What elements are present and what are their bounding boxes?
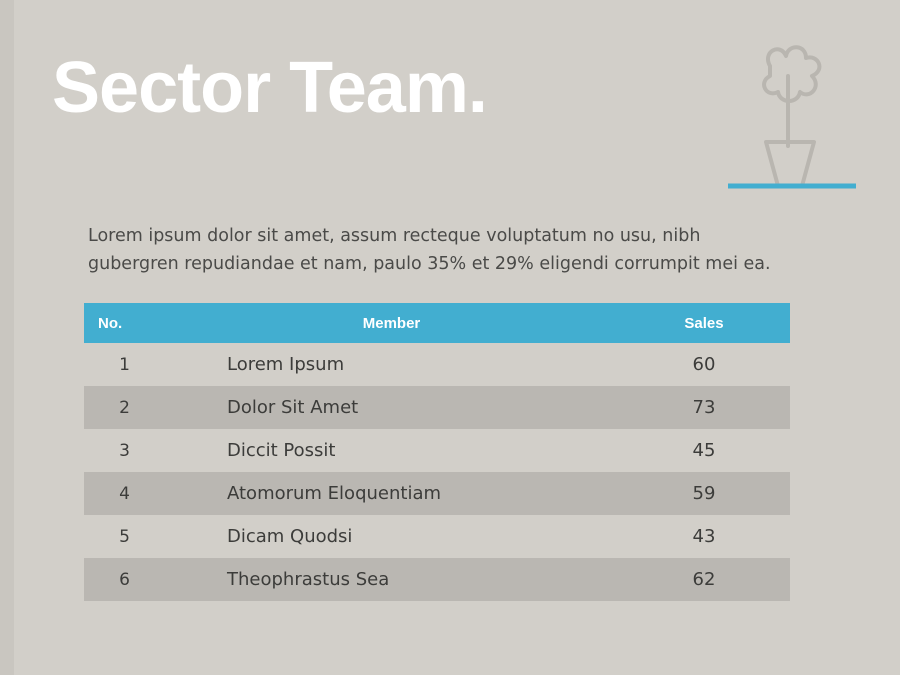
- cell-sales: 62: [692, 569, 716, 590]
- table-row: [84, 429, 790, 472]
- header-no: No.: [98, 314, 123, 332]
- table-row: [84, 515, 790, 558]
- cell-member: Dicam Quodsi: [227, 526, 353, 547]
- header-member: Member: [362, 314, 421, 332]
- cell-no: 5: [119, 526, 130, 547]
- cell-no: 4: [119, 483, 130, 504]
- cell-no: 1: [119, 354, 130, 375]
- cell-no: 3: [119, 440, 130, 461]
- cell-member: Dolor Sit Amet: [227, 397, 359, 418]
- cell-no: 6: [119, 569, 130, 590]
- table-header-row: [84, 303, 790, 343]
- table-row: [84, 472, 790, 515]
- cell-sales: 45: [692, 440, 716, 461]
- cell-member: Diccit Possit: [227, 440, 336, 461]
- potted-plant-logo-icon: [718, 34, 858, 194]
- page-title: Sector Team.: [52, 48, 487, 128]
- table-row: [84, 386, 790, 429]
- cell-member: Lorem Ipsum: [227, 354, 345, 375]
- cell-sales: 59: [692, 483, 716, 504]
- cell-sales: 73: [692, 397, 716, 418]
- cell-member: Theophrastus Sea: [227, 569, 390, 590]
- cell-member: Atomorum Eloquentiam: [227, 483, 442, 504]
- cell-sales: 60: [692, 354, 716, 375]
- lead-paragraph: Lorem ipsum dolor sit amet, assum recteque voluptatum no usu, nibh gubergren repudiandae et nam, paulo 35% et 29% eligendi corrumpit mei ea.: [88, 226, 771, 274]
- header-sales: Sales: [684, 314, 724, 332]
- table-row: [84, 558, 790, 601]
- table-row: [84, 343, 790, 386]
- team-sales-table: [84, 303, 790, 601]
- left-accent-strip: [0, 0, 14, 675]
- cell-sales: 43: [692, 526, 716, 547]
- cell-no: 2: [119, 397, 130, 418]
